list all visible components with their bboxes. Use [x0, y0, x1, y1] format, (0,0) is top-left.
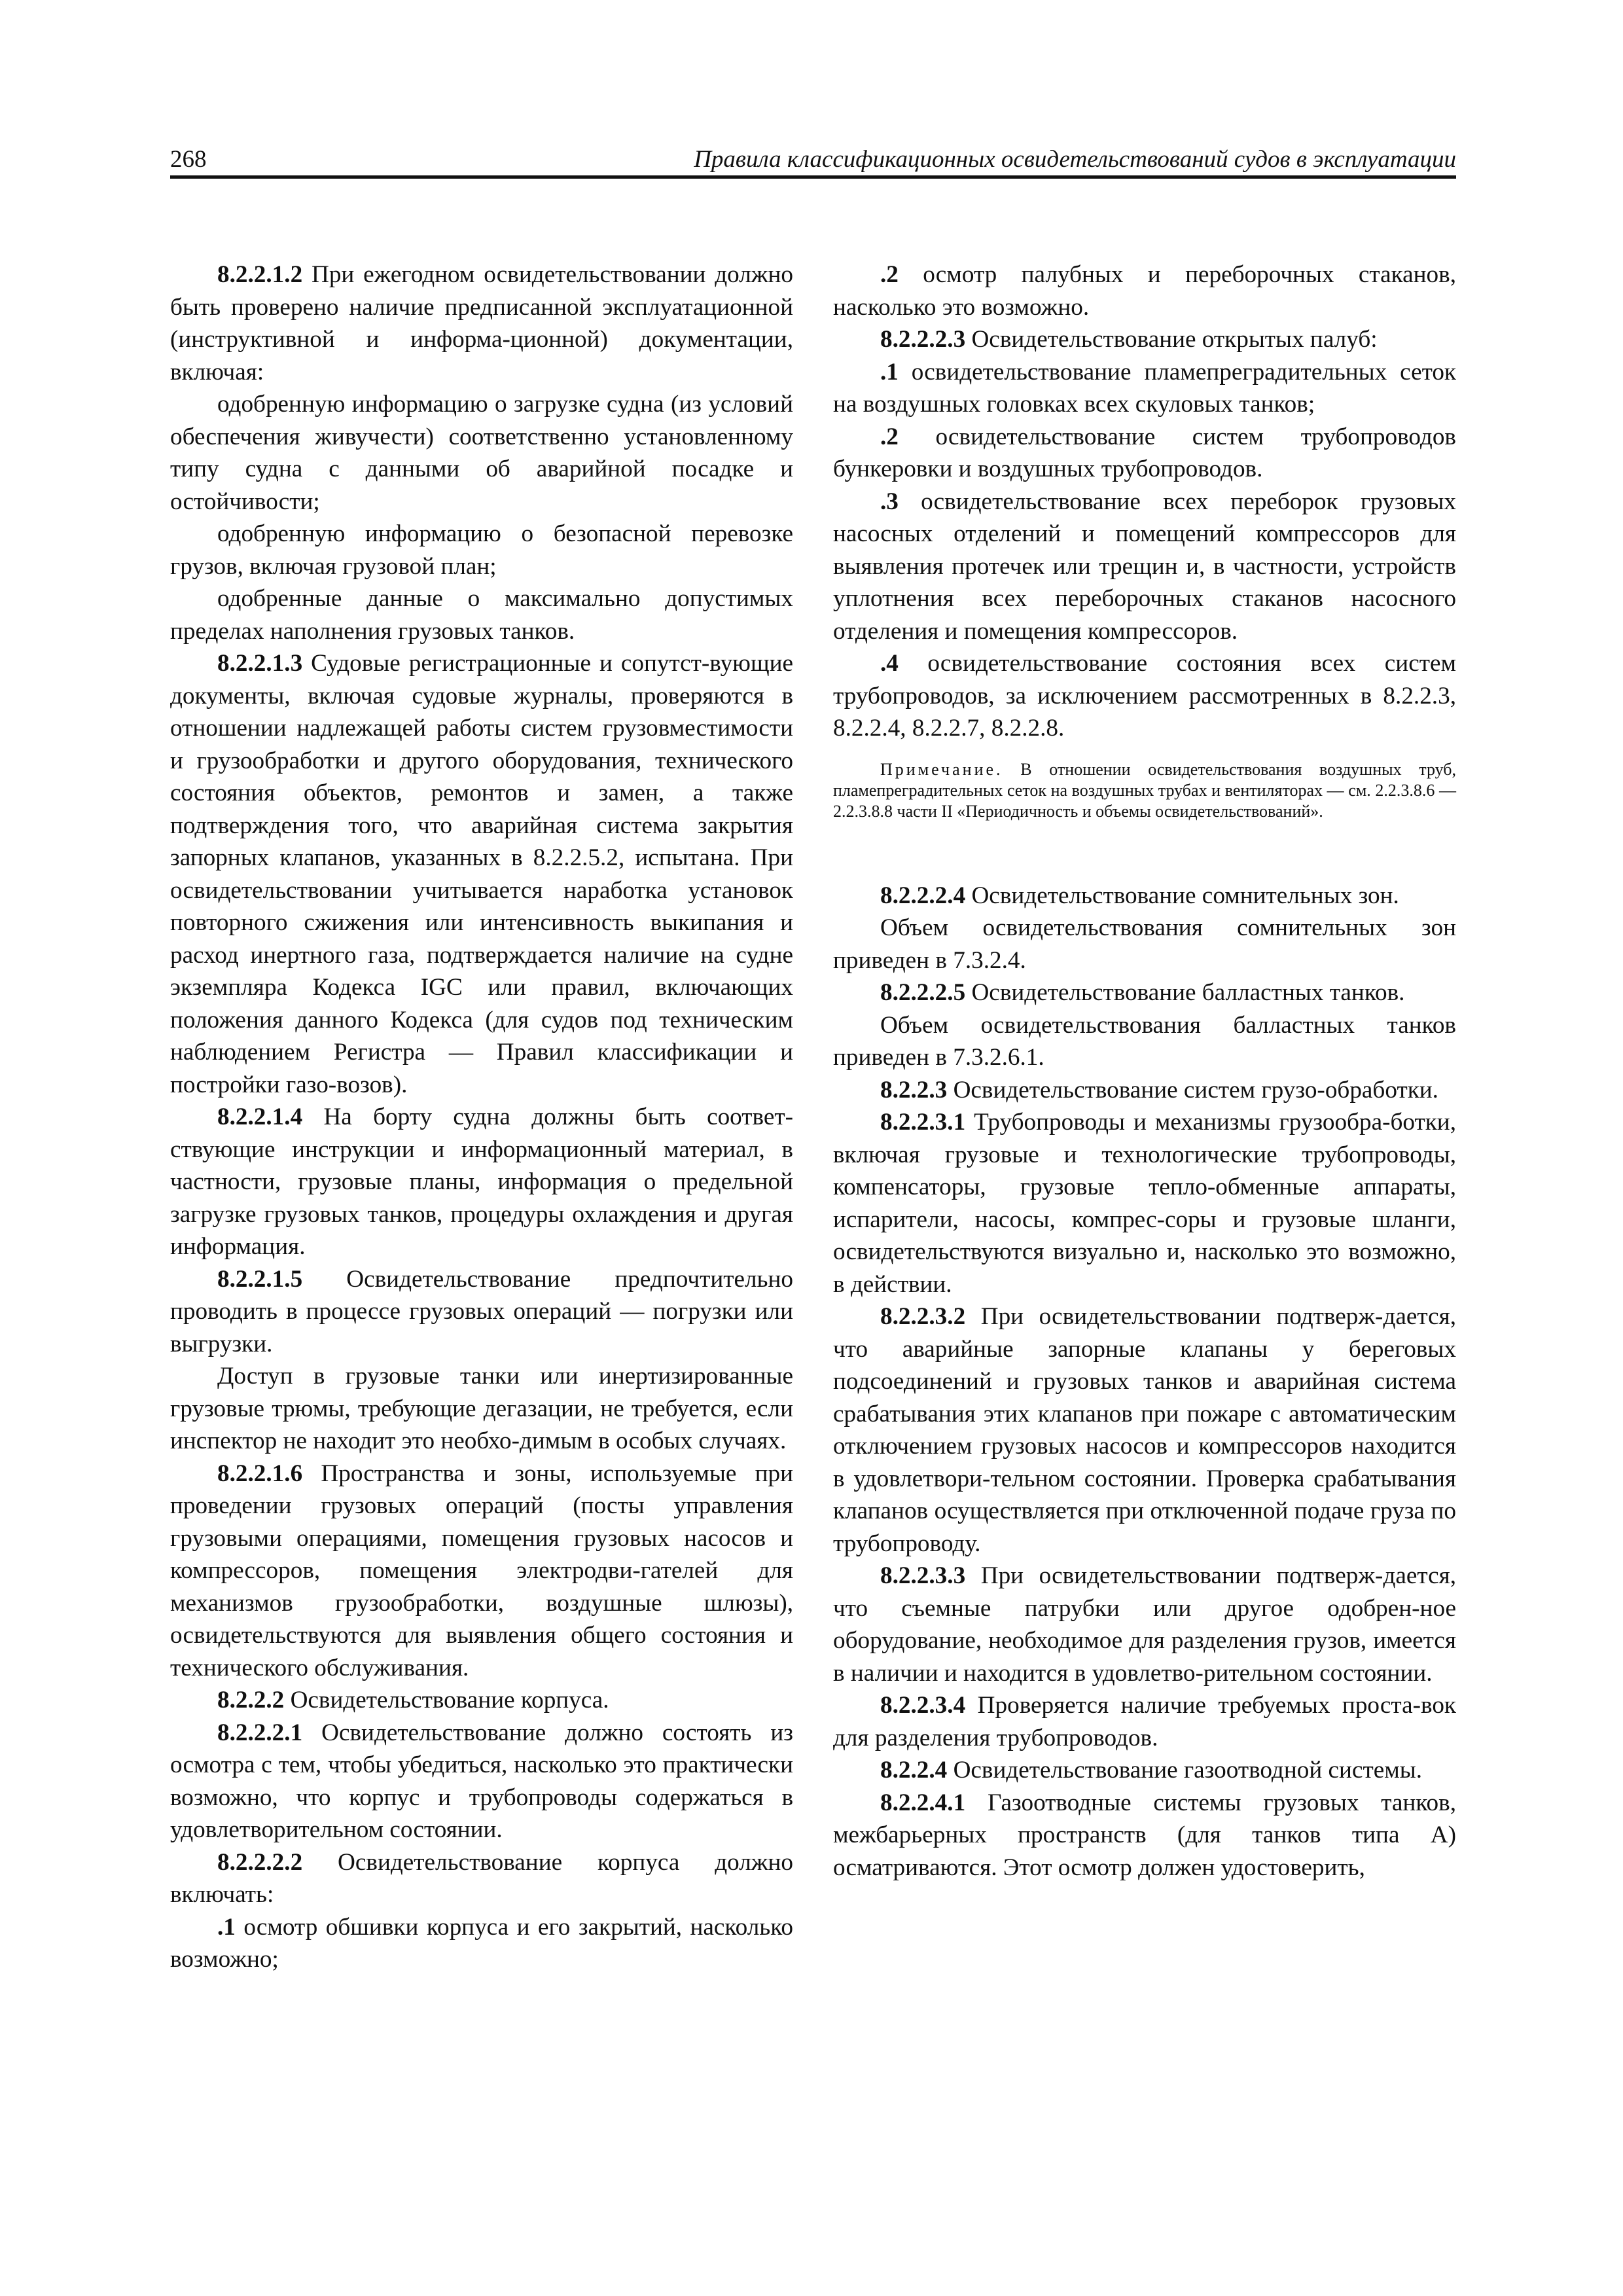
clause-number: 8.2.2.1.2	[217, 261, 303, 288]
paragraph-text: освидетельствование состояния всех систем трубопроводов, за исключением рассмотренных в 8.2.2.3, 8.2.2.4, 8.2.2.7, 8.2.2.8.	[833, 650, 1456, 742]
paragraph-text: Пространства и зоны, используемые при проведении грузовых операций (посты управления грузовыми операциями, помещения грузовых насосов и компрессоров, помещения электродви-гателей для механизмов грузообработки, воздушные шлюзы), освидетельствуются для выявления общего состояния и технического обслуживания.	[170, 1460, 793, 1681]
clause-number: 8.2.2.1.6	[217, 1460, 303, 1487]
paragraph	[833, 486, 1456, 648]
paragraph	[833, 1689, 1456, 1754]
note	[833, 759, 1456, 822]
clause-number: .1	[880, 358, 899, 386]
paragraph-text: Освидетельствование балластных танков.	[965, 979, 1405, 1006]
clause-number: .3	[880, 488, 899, 515]
paragraph	[833, 912, 1456, 977]
clause-number: .1	[217, 1913, 236, 1941]
paragraph-text: осмотр палубных и переборочных стаканов, насколько это возможно.	[833, 261, 1456, 321]
paragraph-text: одобренную информацию о безопасной перевозке грузов, включая грузовой план;	[170, 520, 793, 580]
paragraph-text: Трубопроводы и механизмы грузообра-ботки, включая грузовые и технологические трубопроводы, компенсаторы, грузовые тепло-обменные аппараты, испарители, насосы, компрес-соры и грузовые шланги, освидетельствуются визуально и, насколько это возможно, в действии.	[833, 1109, 1456, 1298]
paragraph	[170, 1846, 793, 1911]
paragraph-text: Освидетельствование предпочтительно проводить в процессе грузовых операций — погрузки или выгрузки.	[170, 1265, 793, 1357]
paragraph-text: Освидетельствование сомнительных зон.	[965, 882, 1399, 909]
paragraph-text: Освидетельствование корпуса должно включать:	[170, 1848, 793, 1908]
clause-number: 8.2.2.3.1	[880, 1109, 966, 1136]
paragraph-text: Освидетельствование корпуса.	[284, 1687, 609, 1713]
clause-number: 8.2.2.2.3	[880, 326, 966, 353]
clause-number: .2	[880, 261, 899, 288]
note-text: В отношении освидетельствования воздушных труб, пламепреградительных сеток на воздушных трубах и вентиляторах — см. 2.2.3.8.6 — 2.2.3.8.8 части II «Периодичность и объемы освидетельствований».	[833, 759, 1456, 821]
paragraph	[170, 1684, 793, 1717]
paragraph-text: Освидетельствование систем грузо-обработки.	[947, 1076, 1438, 1103]
clause-number: 8.2.2.2.1	[217, 1719, 303, 1746]
right-column	[833, 259, 1456, 1884]
clause-number: 8.2.2.3.2	[880, 1303, 966, 1330]
paragraph	[833, 1300, 1456, 1560]
paragraph	[833, 323, 1456, 356]
clause-number: 8.2.2.3	[880, 1076, 948, 1103]
paragraph	[170, 583, 793, 647]
paragraph	[833, 880, 1456, 912]
paragraph-text: Освидетельствование должно состоять из осмотра с тем, чтобы убедиться, насколько это практически возможно, что корпус и трубопроводы содержаться в удовлетворительном состоянии.	[170, 1719, 793, 1843]
clause-number: 8.2.2.2.4	[880, 882, 966, 909]
paragraph	[170, 1101, 793, 1263]
clause-number: .2	[880, 423, 899, 450]
paragraph	[833, 977, 1456, 1009]
note-label: Примечание.	[880, 759, 1003, 779]
paragraph-text: При освидетельствовании подтверж-дается, что аварийные запорные клапаны у береговых подсоединений и грузовых танков и аварийная система срабатывания этих клапанов при пожаре с автоматическим отключением грузовых насосов и компрессоров находится в удовлетвори-тельном состоянии. Проверка срабатывания клапанов осуществляется при отключенной подаче груза по трубопроводу.	[833, 1303, 1456, 1557]
paragraph-text: одобренную информацию о загрузке судна (из условий обеспечения живучести) соответственно установленному типу судна с данными об аварийной посадке и остойчивости;	[170, 391, 793, 515]
paragraph	[833, 259, 1456, 323]
paragraph	[833, 1009, 1456, 1074]
paragraph	[170, 1263, 793, 1361]
clause-number: 8.2.2.4	[880, 1757, 948, 1784]
paragraph	[170, 1717, 793, 1846]
paragraph-text: Доступ в грузовые танки или инертизированные грузовые трюмы, требующие дегазации, не требуется, если инспектор не находит это необхо-димым в особых случаях.	[170, 1363, 793, 1454]
paragraph	[833, 421, 1456, 486]
paragraph-text: При освидетельствовании подтверж-дается, что съемные патрубки или другое одобрен-ное оборудование, необходимое для разделения грузов, имеется в наличии и находится в удовлетво-рительном состоянии.	[833, 1562, 1456, 1687]
page-number: 268	[170, 146, 207, 173]
paragraph-text: Судовые регистрационные и сопутст-вующие документы, включая судовые журналы, проверяются в отношении надлежащей работы систем грузовместимости и грузообработки и другого оборудования, технического состояния объектов, ремонтов и замен, а также подтверждения того, что аварийная система закрытия запорных клапанов, указанных в 8.2.2.5.2, испытана. При освидетельствовании учитывается наработка установок повторного сжижения или интенсивность выкипания и расход инертного газа, подтверждается наличие на судне экземпляра Кодекса IGC или правил, включающих положения данного Кодекса (для судов под техническим наблюдением Регистра — Правил классификации и постройки газо-возов).	[170, 650, 793, 1098]
paragraph-text: освидетельствование всех переборок грузовых насосных отделений и помещений компрессоров для выявления протечек или трещин и, в частности, устройств уплотнения всех переборочных стаканов насосного отделения и помещения компрессоров.	[833, 488, 1456, 645]
paragraph-text: освидетельствование систем трубопроводов бункеровки и воздушных трубопроводов.	[833, 423, 1456, 482]
paragraph-text: Объем освидетельствования балластных танков приведен в 7.3.2.6.1.	[833, 1011, 1456, 1071]
clause-number: 8.2.2.2	[217, 1687, 285, 1713]
paragraph-text: одобренные данные о максимально допустимых пределах наполнения грузовых танков.	[170, 585, 793, 645]
clause-number: 8.2.2.2.2	[217, 1848, 303, 1876]
paragraph	[833, 1787, 1456, 1884]
running-title: Правила классификационных освидетельствований судов в эксплуатации	[694, 146, 1456, 173]
paragraph	[170, 647, 793, 1101]
clause-number: 8.2.2.1.4	[217, 1103, 303, 1130]
paragraph-text: При ежегодном освидетельствовании должно быть проверено наличие предписанной эксплуатационной (инструктивной и информа-ционной) документации, включая:	[170, 261, 793, 386]
paragraph-text: На борту судна должны быть соответ-ствующие инструкции и информационный материал, в частности, грузовые планы, информация о предельной загрузке грузовых танков, процедуры охлаждения и другая информация.	[170, 1103, 793, 1260]
paragraph	[170, 1911, 793, 1976]
paragraph	[170, 1360, 793, 1458]
paragraph	[833, 1106, 1456, 1300]
paragraph	[170, 259, 793, 388]
paragraph	[170, 518, 793, 583]
clause-number: 8.2.2.4.1	[880, 1789, 966, 1816]
page-header	[170, 143, 1456, 177]
clause-number: 8.2.2.3.4	[880, 1692, 966, 1719]
left-column	[170, 259, 793, 1976]
header-rule	[170, 175, 1456, 179]
paragraph	[833, 1560, 1456, 1689]
paragraph	[170, 388, 793, 518]
clause-number: 8.2.2.3.3	[880, 1562, 966, 1589]
paragraph-text: Освидетельствование газоотводной системы.	[947, 1757, 1423, 1784]
clause-number: .4	[880, 650, 899, 677]
paragraph-text: Газоотводные системы грузовых танков, межбарьерных пространств (для танков типа А) осматриваются. Этот осмотр должен удостоверить,	[833, 1789, 1456, 1881]
clause-number: 8.2.2.1.3	[217, 650, 303, 677]
clause-number: 8.2.2.1.5	[217, 1265, 303, 1293]
paragraph	[833, 1754, 1456, 1787]
paragraph-text: Освидетельствование открытых палуб:	[965, 326, 1378, 353]
clause-number: 8.2.2.2.5	[880, 979, 966, 1006]
paragraph	[170, 1458, 793, 1685]
paragraph	[833, 356, 1456, 421]
paragraph-text: Объем освидетельствования сомнительных зон приведен в 7.3.2.4.	[833, 914, 1456, 974]
paragraph-text: освидетельствование пламепреградительных сеток на воздушных головках всех скуловых танков;	[833, 358, 1456, 418]
paragraph	[833, 647, 1456, 745]
paragraph-text: осмотр обшивки корпуса и его закрытий, насколько возможно;	[170, 1913, 793, 1973]
paragraph-text: Проверяется наличие требуемых проста-вок для разделения трубопроводов.	[833, 1692, 1456, 1751]
paragraph	[833, 1074, 1456, 1107]
